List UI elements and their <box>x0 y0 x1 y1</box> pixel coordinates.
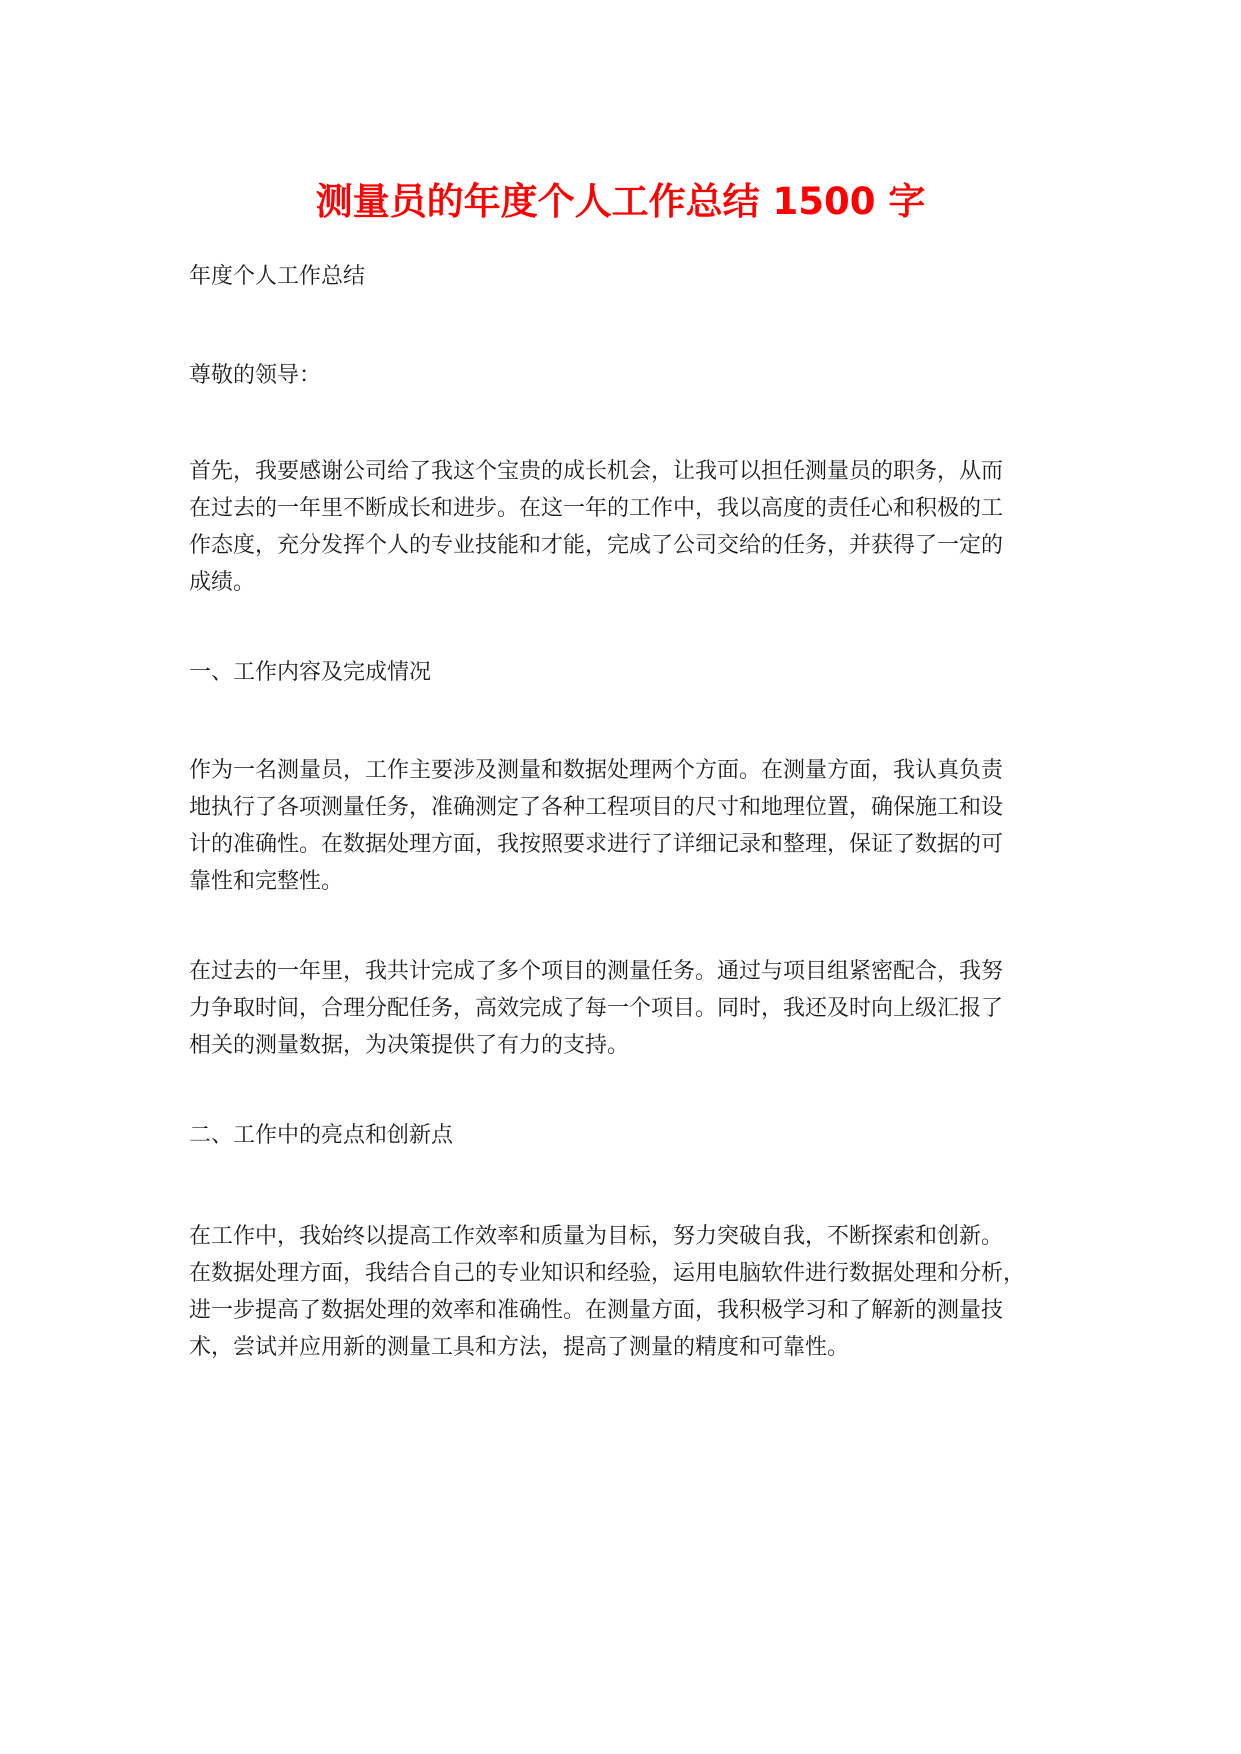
salutation <box>189 357 1055 394</box>
paragraph-line: 进一步提高了数据处理的效率和准确性。在测量方面，我积极学习和了解新的测量技 <box>189 1298 1004 1323</box>
paragraph-line: 地执行了各项测量任务，准确测定了各种工程项目的尺寸和地理位置，确保施工和设 <box>189 795 1004 820</box>
document-title: 测量员的年度个人工作总结 1500 字 <box>315 180 926 223</box>
heading-text: 一、工作内容及完成情况 <box>189 660 432 685</box>
paragraph-line: 首先，我要感谢公司给了我这个宝贵的成长机会，让我可以担任测量员的职务，从而 <box>189 459 1004 484</box>
subtitle-text: 年度个人工作总结 <box>189 264 366 289</box>
section-heading-2 <box>189 1117 1055 1154</box>
paragraph-line: 力争取时间，合理分配任务，高效完成了每一个项目。同时，我还及时向上级汇报了 <box>189 996 1004 1021</box>
paragraph-line: 在过去的一年里不断成长和进步。在这一年的工作中，我以高度的责任心和积极的工 <box>189 496 1004 521</box>
paragraph-line: 成绩。 <box>189 570 256 595</box>
paragraph-line: 在过去的一年里，我共计完成了多个项目的测量任务。通过与项目组紧密配合，我努 <box>189 959 1004 984</box>
section-heading-1 <box>189 654 1055 691</box>
paragraph-line: 术，尝试并应用新的测量工具和方法，提高了测量的精度和可靠性。 <box>189 1335 850 1360</box>
paragraph-line: 靠性和完整性。 <box>189 869 344 894</box>
paragraph-line: 作为一名测量员，工作主要涉及测量和数据处理两个方面。在测量方面，我认真负责 <box>189 758 1004 783</box>
paragraph-line: 计的准确性。在数据处理方面，我按照要求进行了详细记录和整理，保证了数据的可 <box>189 832 1004 857</box>
salutation-text: 尊敬的领导： <box>189 363 322 388</box>
heading-text: 二、工作中的亮点和创新点 <box>189 1123 454 1148</box>
intro-paragraph <box>189 453 1055 601</box>
document-subtitle <box>189 258 1055 295</box>
paragraph-line: 作态度，充分发挥个人的专业技能和才能，完成了公司交给的任务，并获得了一定的 <box>189 533 1004 558</box>
paragraph-line: 在工作中，我始终以提高工作效率和质量为目标，努力突破自我，不断探索和创新。 <box>189 1224 1004 1249</box>
paragraph-line: 在数据处理方面，我结合自己的专业知识和经验，运用电脑软件进行数据处理和分析， <box>189 1261 1026 1286</box>
section1-paragraph-1 <box>189 752 1055 900</box>
section2-paragraph-1 <box>189 1218 1055 1366</box>
paragraph-line: 相关的测量数据，为决策提供了有力的支持。 <box>189 1033 630 1058</box>
section1-paragraph-2 <box>189 953 1055 1064</box>
